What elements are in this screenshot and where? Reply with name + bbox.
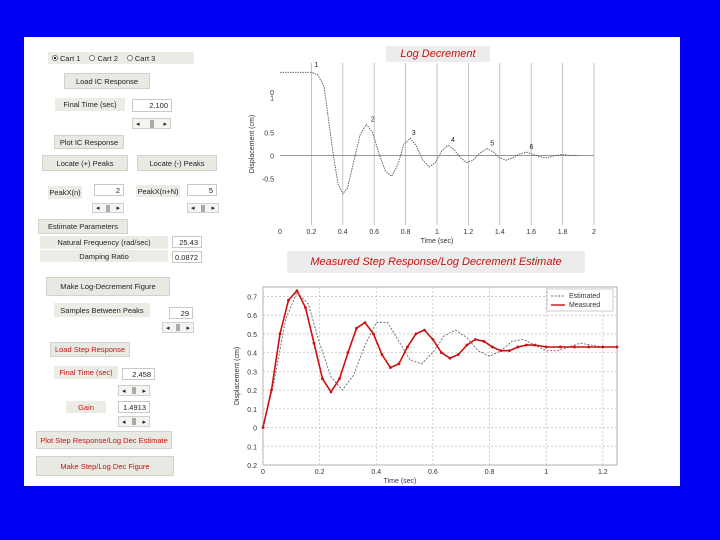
arrow-right-icon: ▸ <box>142 418 146 426</box>
measured-point <box>406 346 409 349</box>
peaks-n-field[interactable]: 2 <box>94 184 124 196</box>
measured-point <box>533 344 536 347</box>
peak-label: 5 <box>490 140 495 148</box>
y-tick-label: 0.5 <box>264 130 274 138</box>
cart2-label: Cart 2 <box>97 53 118 63</box>
arrow-right-icon: ▸ <box>186 324 190 332</box>
y-tick-label: 0.6 <box>247 313 257 321</box>
locate-positive-peaks-button[interactable]: Locate (+) Peaks <box>42 155 128 171</box>
make-log-decrement-figure-button[interactable]: Make Log-Decrement Figure <box>46 277 170 296</box>
final-time-slider[interactable] <box>132 118 171 129</box>
y-tick-label: 1 <box>270 95 274 103</box>
y-tick-label: 0.5 <box>247 331 257 339</box>
cart-radio-group <box>48 52 194 64</box>
measured-point <box>330 391 333 394</box>
measured-point <box>457 353 460 356</box>
locate-negative-peaks-button[interactable]: Locate (-) Peaks <box>137 155 217 171</box>
measured-point <box>321 377 324 380</box>
x-tick-label: 2 <box>592 229 596 236</box>
step-final-time-field[interactable]: 2.458 <box>122 368 155 380</box>
x-tick-label: 0.2 <box>306 229 317 236</box>
samples-slider[interactable] <box>162 322 194 333</box>
measured-point <box>559 346 562 349</box>
x-tick-label: 0.4 <box>337 229 348 236</box>
plot-step-response-button[interactable]: Plot Step Response/Log Dec Estimate <box>36 431 172 449</box>
y-tick-label: 0.2 <box>247 388 257 396</box>
damping-ratio-field: 0.0872 <box>172 251 202 263</box>
measured-point <box>372 332 375 335</box>
x-tick-label: 0 <box>261 469 265 476</box>
x-tick-label: 1 <box>544 469 549 476</box>
x-tick-label: 0.8 <box>400 229 411 236</box>
load-ic-response-button[interactable]: Load IC Response <box>64 73 150 89</box>
app-panel <box>24 37 680 486</box>
legend-estimated-label: Estimated <box>569 293 601 300</box>
arrow-left-icon: ◂ <box>136 120 140 128</box>
final-time-label: Final Time (sec) <box>55 98 125 111</box>
y-axis-label: Displacement (cm) <box>234 346 241 406</box>
x-tick-label: 1.2 <box>463 229 474 236</box>
peak-label: 3 <box>411 130 416 138</box>
measured-point <box>525 344 528 347</box>
measured-point <box>449 357 452 360</box>
plot-ic-response-button[interactable]: Plot IC Response <box>54 135 124 149</box>
x-tick-label: 0 <box>278 229 282 236</box>
peaks-nN-label: PeakX(n+N) <box>137 186 179 196</box>
measured-point <box>270 389 273 392</box>
measured-point <box>381 353 384 356</box>
y-tick-label: 0.1 <box>247 444 257 452</box>
measured-point <box>601 346 604 349</box>
step-final-time-slider[interactable] <box>118 385 150 396</box>
measured-point <box>287 299 290 302</box>
radio-empty-icon <box>89 55 95 61</box>
measured-point <box>398 362 401 365</box>
peak-label: 1 <box>314 61 319 69</box>
peaks-nN-field[interactable]: 5 <box>187 184 217 196</box>
x-axis-label: Time (sec) <box>383 478 417 485</box>
measured-point <box>587 346 590 349</box>
measured-point <box>415 332 418 335</box>
x-axis-label: Time (sec) <box>420 238 454 245</box>
measured-point <box>573 346 576 349</box>
load-step-response-button[interactable]: Load Step Response <box>50 342 130 357</box>
natural-frequency-label: Natural Frequency (rad/sec) <box>40 236 168 249</box>
peak-label: 6 <box>529 144 534 152</box>
measured-point <box>296 289 299 292</box>
arrow-left-icon: ◂ <box>166 324 170 332</box>
damping-ratio-label: Damping Ratio <box>40 250 168 262</box>
measured-point <box>423 329 426 332</box>
cart3-label: Cart 3 <box>134 53 156 63</box>
estimated-line <box>263 293 617 428</box>
legend-measured-label: Measured <box>569 302 601 309</box>
x-tick-label: 0.8 <box>484 469 495 476</box>
x-tick-label: 0.2 <box>314 469 325 476</box>
x-tick-label: 0.6 <box>428 469 438 476</box>
measured-point <box>482 340 485 343</box>
slider-thumb[interactable] <box>132 418 136 425</box>
arrow-right-icon: ▸ <box>116 205 120 212</box>
peak-label: 4 <box>450 137 455 145</box>
step-final-time-label: Final Time (sec) <box>54 366 118 379</box>
x-tick-label: 1.2 <box>597 469 608 476</box>
arrow-left-icon: ◂ <box>96 205 100 212</box>
plot-frame <box>263 287 617 465</box>
measured-point <box>499 349 502 352</box>
x-tick-label: 0.4 <box>371 469 382 476</box>
step-response-chart <box>229 273 629 493</box>
peaks-nN-slider[interactable] <box>187 203 219 213</box>
log-decrement-title: Log Decrement <box>386 46 490 62</box>
x-tick-label: 1 <box>435 229 439 236</box>
slider-thumb[interactable] <box>106 205 110 212</box>
peaks-n-slider[interactable] <box>92 203 124 213</box>
measured-point <box>432 338 435 341</box>
make-step-figure-button[interactable]: Make Step/Log Dec Figure <box>36 456 174 476</box>
y-tick-label: 0 <box>270 89 274 97</box>
gain-slider[interactable] <box>118 416 150 427</box>
y-tick-label: 0.3 <box>247 369 257 377</box>
arrow-left-icon: ◂ <box>191 205 195 212</box>
measured-point <box>338 377 341 380</box>
y-axis-label: Displacement (cm) <box>249 114 256 174</box>
x-tick-label: 1.4 <box>494 229 505 236</box>
natural-frequency-field: 25.43 <box>172 236 202 248</box>
measured-point <box>474 338 477 341</box>
x-tick-label: 1.6 <box>526 229 537 236</box>
measured-point <box>545 346 548 349</box>
measured-point <box>516 346 519 349</box>
measured-point <box>466 344 469 347</box>
y-tick-label: 0 <box>270 153 274 161</box>
slider-thumb[interactable] <box>132 387 136 394</box>
arrow-right-icon: ▸ <box>163 120 167 128</box>
slider-thumb[interactable] <box>176 324 180 331</box>
measured-point <box>304 306 307 309</box>
measured-point <box>389 366 392 369</box>
radio-selected-icon <box>52 55 58 61</box>
measured-point <box>491 346 494 349</box>
measured-point <box>440 351 443 354</box>
y-tick-label: 0.7 <box>247 294 257 302</box>
estimate-parameters-button[interactable]: Estimate Parameters <box>38 219 128 234</box>
y-tick-label: 0.1 <box>247 406 257 414</box>
y-tick-label: -0.5 <box>261 176 274 184</box>
measured-point <box>508 349 511 352</box>
slider-thumb[interactable] <box>201 205 205 212</box>
measured-point <box>355 327 358 330</box>
y-tick-label: 0 <box>253 425 257 433</box>
samples-between-peaks-label: Samples Between Peaks <box>54 303 150 317</box>
final-time-field[interactable]: 2.100 <box>132 99 172 112</box>
response-line <box>280 72 578 194</box>
samples-between-peaks-field[interactable]: 29 <box>169 307 193 319</box>
x-tick-label: 1.8 <box>557 229 568 236</box>
cart2-radio[interactable] <box>89 54 117 63</box>
gain-label: Gain <box>66 401 106 413</box>
arrow-right-icon: ▸ <box>142 387 146 395</box>
peak-label: 2 <box>370 116 375 124</box>
radio-empty-icon <box>127 55 133 61</box>
y-tick-label: 0.2 <box>247 463 257 470</box>
gain-field[interactable]: 1.4913 <box>118 401 150 413</box>
measured-point <box>279 332 282 335</box>
arrow-left-icon: ◂ <box>122 387 126 395</box>
measured-point <box>616 346 619 349</box>
slider-thumb[interactable] <box>150 120 154 128</box>
x-tick-label: 0.6 <box>369 229 380 236</box>
measured-point <box>313 342 316 345</box>
measured-point <box>364 321 367 324</box>
log-decrement-chart <box>224 47 624 247</box>
measured-point <box>347 351 350 354</box>
arrow-right-icon: ▸ <box>211 205 215 212</box>
y-tick-label: 0.4 <box>247 350 257 358</box>
cart1-radio[interactable] <box>52 54 80 63</box>
peaks-n-label: PeakX(n) <box>49 188 81 197</box>
arrow-left-icon: ◂ <box>122 418 126 426</box>
cart1-label: Cart 1 <box>60 53 81 63</box>
measured-point <box>262 426 265 429</box>
cart3-radio[interactable] <box>127 54 155 63</box>
step-response-title: Measured Step Response/Log Decrement Estimate <box>287 251 585 273</box>
